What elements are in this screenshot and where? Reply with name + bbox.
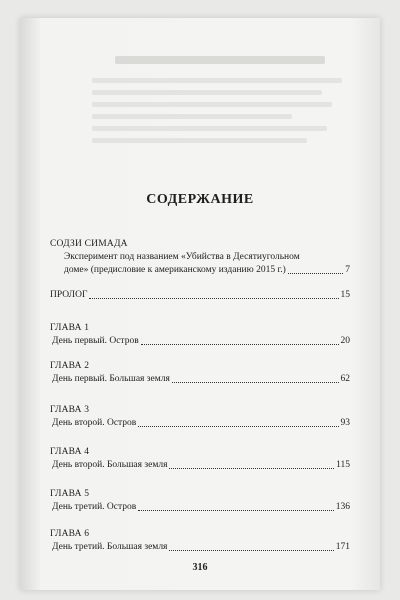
toc-chapter-entry[interactable]: [50, 322, 350, 348]
chapter-title: День первый. Остров: [52, 336, 139, 346]
toc-chapter-entry[interactable]: [50, 528, 350, 554]
page-number: 316: [192, 562, 208, 573]
intro-line2: [50, 264, 350, 277]
dot-leader: [141, 344, 339, 345]
chapter-line: [50, 501, 350, 514]
toc-prologue-entry[interactable]: [50, 289, 350, 302]
chapter-page: 171: [335, 542, 350, 552]
chapter-page: 115: [336, 460, 350, 470]
dot-leader: [138, 426, 338, 427]
bleed-through-line: [92, 126, 327, 131]
chapter-line: [50, 541, 350, 554]
chapter-line: [50, 417, 350, 430]
intro-author: СОДЗИ СИМАДА: [50, 239, 128, 249]
dot-leader: [172, 382, 339, 383]
toc-title: СОДЕРЖАНИЕ: [146, 192, 254, 207]
chapter-heading: ГЛАВА 5: [50, 489, 90, 499]
intro-text-line1: Эксперимент под названием «Убийства в Десятиугольном: [64, 252, 300, 262]
dot-leader: [89, 298, 338, 299]
chapter-title: День третий. Остров: [52, 502, 137, 512]
bleed-through-line: [92, 138, 307, 143]
chapter-page: 136: [335, 502, 350, 512]
toc-intro-entry[interactable]: [50, 238, 350, 277]
faint-running-head: [115, 56, 325, 64]
prologue-page: 15: [340, 290, 350, 300]
bleed-through-line: [92, 102, 332, 107]
toc-chapter-entry[interactable]: [50, 488, 350, 514]
chapter-title: День второй. Большая земля: [52, 460, 168, 470]
chapter-heading: ГЛАВА 1: [50, 323, 90, 333]
chapter-title: День третий. Большая земля: [52, 542, 168, 552]
chapter-page: 93: [340, 418, 350, 428]
intro-page: 7: [345, 265, 350, 275]
dot-leader: [288, 273, 343, 274]
chapter-page: 62: [340, 374, 350, 384]
intro-text-line2: доме» (предисловие к американскому изданию 2015 г.): [64, 265, 286, 275]
toc-chapter-entry[interactable]: [50, 446, 350, 472]
bleed-through-line: [92, 90, 322, 95]
chapter-title: День второй. Остров: [52, 418, 137, 428]
chapter-heading: ГЛАВА 3: [50, 405, 90, 415]
prologue-label: ПРОЛОГ: [50, 290, 88, 300]
chapter-heading: ГЛАВА 2: [50, 361, 90, 371]
prologue-line: [50, 289, 350, 302]
toc-chapter-entry[interactable]: [50, 360, 350, 386]
chapter-page: 20: [340, 336, 350, 346]
bleed-through-line: [92, 78, 342, 83]
chapter-heading: ГЛАВА 6: [50, 529, 90, 539]
chapter-line: [50, 373, 350, 386]
toc-chapter-entry[interactable]: [50, 404, 350, 430]
dot-leader: [169, 468, 334, 469]
dot-leader: [169, 550, 333, 551]
dot-leader: [138, 510, 334, 511]
chapter-heading: ГЛАВА 4: [50, 447, 90, 457]
bleed-through-line: [92, 114, 292, 119]
chapter-line: [50, 459, 350, 472]
chapter-title: День первый. Большая земля: [52, 374, 170, 384]
chapter-line: [50, 335, 350, 348]
